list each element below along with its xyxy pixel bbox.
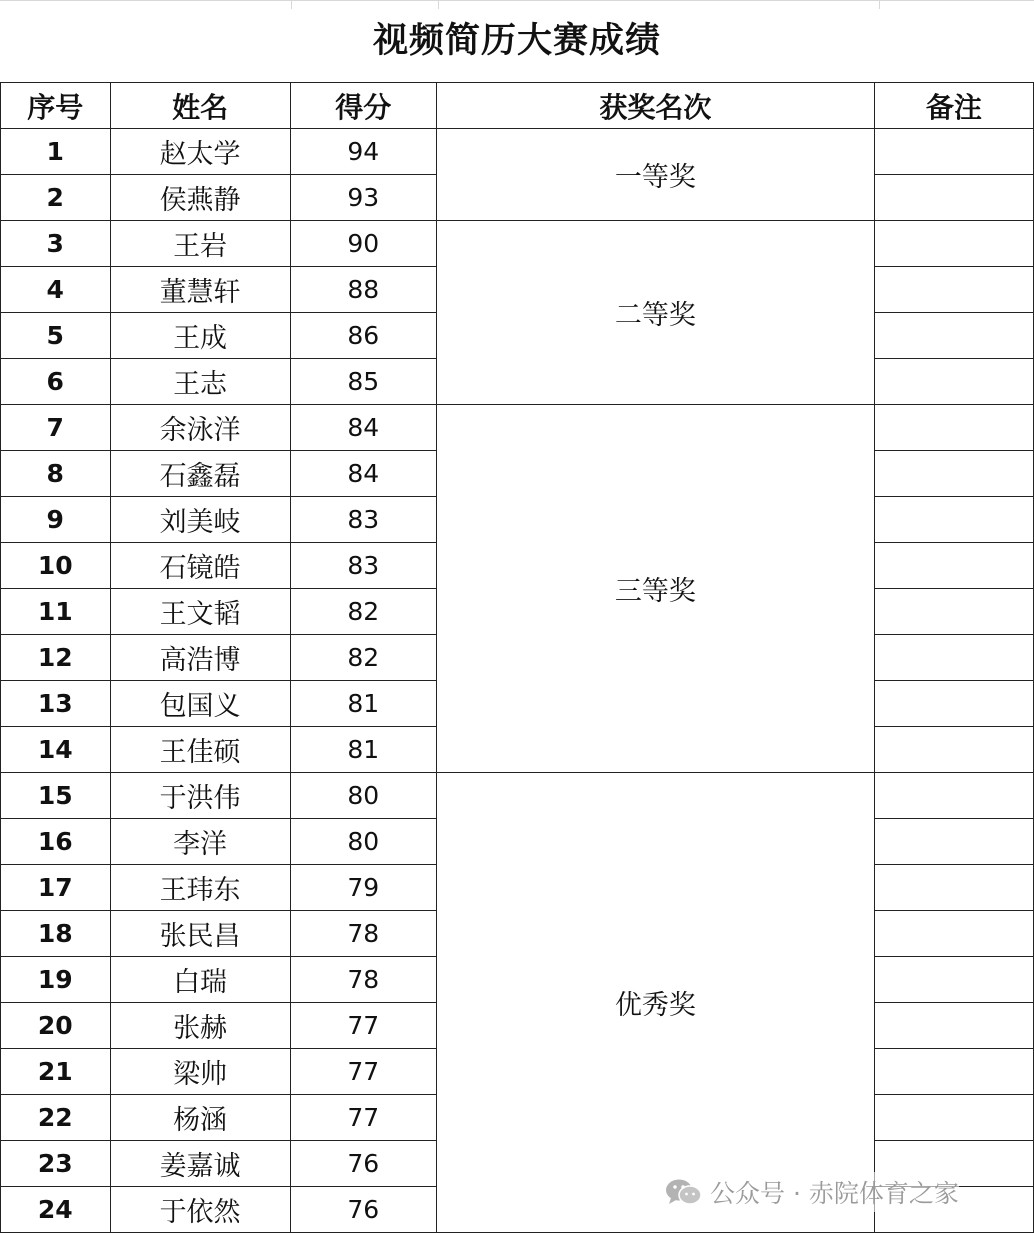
row-remark-cell bbox=[874, 957, 1033, 1003]
row-index-cell: 8 bbox=[1, 451, 111, 497]
row-name-cell: 赵太学 bbox=[110, 129, 290, 175]
row-remark-cell bbox=[874, 451, 1033, 497]
row-name-cell: 白瑞 bbox=[110, 957, 290, 1003]
row-score-cell: 80 bbox=[290, 819, 436, 865]
row-index-cell: 15 bbox=[1, 773, 111, 819]
row-remark-cell bbox=[874, 359, 1033, 405]
row-name-cell: 王佳硕 bbox=[110, 727, 290, 773]
row-name-cell: 王志 bbox=[110, 359, 290, 405]
row-name-cell: 张民昌 bbox=[110, 911, 290, 957]
table-row bbox=[1, 129, 1034, 175]
watermark bbox=[664, 1172, 959, 1212]
row-score-cell: 81 bbox=[290, 727, 436, 773]
row-score-cell: 76 bbox=[290, 1187, 436, 1233]
row-index-cell: 9 bbox=[1, 497, 111, 543]
row-name-cell: 石镜皓 bbox=[110, 543, 290, 589]
row-remark-cell bbox=[874, 589, 1033, 635]
award-cell: 三等奖 bbox=[436, 405, 874, 773]
row-remark-cell bbox=[874, 1003, 1033, 1049]
row-name-cell: 王文韬 bbox=[110, 589, 290, 635]
row-name-cell: 刘美岐 bbox=[110, 497, 290, 543]
row-remark-cell bbox=[874, 727, 1033, 773]
row-score-cell: 93 bbox=[290, 175, 436, 221]
row-score-cell: 90 bbox=[290, 221, 436, 267]
table-body bbox=[1, 129, 1034, 1233]
title-row bbox=[0, 0, 1034, 82]
row-remark-cell bbox=[874, 1095, 1033, 1141]
header-name: 姓名 bbox=[110, 83, 290, 129]
row-remark-cell bbox=[874, 497, 1033, 543]
row-remark-cell bbox=[874, 129, 1033, 175]
row-name-cell: 李洋 bbox=[110, 819, 290, 865]
row-index-cell: 10 bbox=[1, 543, 111, 589]
row-remark-cell bbox=[874, 1049, 1033, 1095]
row-remark-cell bbox=[874, 773, 1033, 819]
wechat-icon bbox=[664, 1177, 702, 1207]
row-index-cell: 2 bbox=[1, 175, 111, 221]
row-remark-cell bbox=[874, 635, 1033, 681]
header-award: 获奖名次 bbox=[436, 83, 874, 129]
row-index-cell: 14 bbox=[1, 727, 111, 773]
row-name-cell: 王玮东 bbox=[110, 865, 290, 911]
row-remark-cell bbox=[874, 911, 1033, 957]
row-score-cell: 78 bbox=[290, 957, 436, 1003]
row-remark-cell bbox=[874, 543, 1033, 589]
row-score-cell: 80 bbox=[290, 773, 436, 819]
row-index-cell: 12 bbox=[1, 635, 111, 681]
row-index-cell: 21 bbox=[1, 1049, 111, 1095]
row-name-cell: 姜嘉诚 bbox=[110, 1141, 290, 1187]
award-cell: 优秀奖 bbox=[436, 773, 874, 1233]
gridline bbox=[879, 1, 880, 9]
results-table bbox=[0, 82, 1034, 1233]
watermark-text: 公众号 · 赤院体育之家 bbox=[710, 1179, 959, 1208]
row-name-cell: 石鑫磊 bbox=[110, 451, 290, 497]
row-remark-cell bbox=[874, 405, 1033, 451]
row-remark-cell bbox=[874, 865, 1033, 911]
row-name-cell: 梁帅 bbox=[110, 1049, 290, 1095]
row-name-cell: 王成 bbox=[110, 313, 290, 359]
table-row bbox=[1, 773, 1034, 819]
header-score: 得分 bbox=[290, 83, 436, 129]
row-score-cell: 94 bbox=[290, 129, 436, 175]
row-score-cell: 77 bbox=[290, 1049, 436, 1095]
row-name-cell: 董慧轩 bbox=[110, 267, 290, 313]
row-score-cell: 77 bbox=[290, 1095, 436, 1141]
row-score-cell: 84 bbox=[290, 451, 436, 497]
row-index-cell: 11 bbox=[1, 589, 111, 635]
row-score-cell: 85 bbox=[290, 359, 436, 405]
award-cell: 二等奖 bbox=[436, 221, 874, 405]
row-name-cell: 侯燕静 bbox=[110, 175, 290, 221]
row-remark-cell bbox=[874, 681, 1033, 727]
row-index-cell: 5 bbox=[1, 313, 111, 359]
row-index-cell: 17 bbox=[1, 865, 111, 911]
row-index-cell: 4 bbox=[1, 267, 111, 313]
row-index-cell: 6 bbox=[1, 359, 111, 405]
row-index-cell: 24 bbox=[1, 1187, 111, 1233]
header-remark: 备注 bbox=[874, 83, 1033, 129]
row-score-cell: 78 bbox=[290, 911, 436, 957]
row-index-cell: 7 bbox=[1, 405, 111, 451]
table-row bbox=[1, 405, 1034, 451]
table-row bbox=[1, 221, 1034, 267]
row-score-cell: 82 bbox=[290, 635, 436, 681]
row-index-cell: 18 bbox=[1, 911, 111, 957]
row-score-cell: 82 bbox=[290, 589, 436, 635]
row-remark-cell bbox=[874, 267, 1033, 313]
row-score-cell: 79 bbox=[290, 865, 436, 911]
row-score-cell: 84 bbox=[290, 405, 436, 451]
gridline bbox=[438, 1, 439, 9]
row-name-cell: 于洪伟 bbox=[110, 773, 290, 819]
row-score-cell: 86 bbox=[290, 313, 436, 359]
row-score-cell: 83 bbox=[290, 497, 436, 543]
row-index-cell: 1 bbox=[1, 129, 111, 175]
row-index-cell: 20 bbox=[1, 1003, 111, 1049]
row-index-cell: 3 bbox=[1, 221, 111, 267]
row-index-cell: 13 bbox=[1, 681, 111, 727]
header-row bbox=[1, 83, 1034, 129]
page-title: 视频简历大赛成绩 bbox=[372, 20, 661, 61]
row-name-cell: 杨涵 bbox=[110, 1095, 290, 1141]
row-name-cell: 高浩博 bbox=[110, 635, 290, 681]
row-score-cell: 83 bbox=[290, 543, 436, 589]
row-name-cell: 于依然 bbox=[110, 1187, 290, 1233]
row-name-cell: 张赫 bbox=[110, 1003, 290, 1049]
row-remark-cell bbox=[874, 313, 1033, 359]
row-score-cell: 77 bbox=[290, 1003, 436, 1049]
row-index-cell: 23 bbox=[1, 1141, 111, 1187]
gridline bbox=[291, 1, 292, 9]
award-cell: 一等奖 bbox=[436, 129, 874, 221]
header-index: 序号 bbox=[1, 83, 111, 129]
row-score-cell: 81 bbox=[290, 681, 436, 727]
row-index-cell: 16 bbox=[1, 819, 111, 865]
row-index-cell: 19 bbox=[1, 957, 111, 1003]
row-remark-cell bbox=[874, 221, 1033, 267]
row-score-cell: 76 bbox=[290, 1141, 436, 1187]
row-remark-cell bbox=[874, 819, 1033, 865]
row-score-cell: 88 bbox=[290, 267, 436, 313]
row-name-cell: 余泳洋 bbox=[110, 405, 290, 451]
row-remark-cell bbox=[874, 175, 1033, 221]
row-index-cell: 22 bbox=[1, 1095, 111, 1141]
row-name-cell: 包国义 bbox=[110, 681, 290, 727]
row-name-cell: 王岩 bbox=[110, 221, 290, 267]
